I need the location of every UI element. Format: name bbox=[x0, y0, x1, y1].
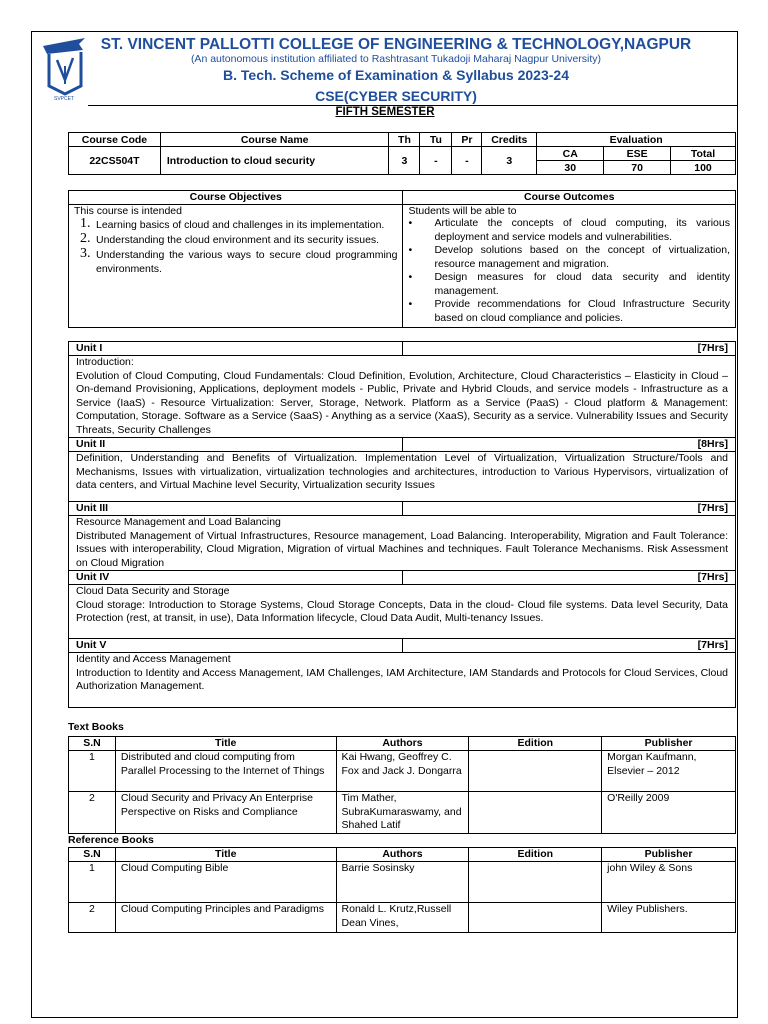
publisher-header: Publisher bbox=[602, 737, 736, 751]
edition-header: Edition bbox=[469, 737, 602, 751]
unit-content: Identity and Access Management Introduction to Identity and Access Management, IAM Challenges, IAM Architecture, IAM Standards and Protocols for Cloud Services, Cloud Authorization Management. bbox=[69, 653, 736, 708]
course-table bbox=[68, 132, 736, 175]
ca-value: 30 bbox=[537, 161, 604, 175]
objectives-intro: This course is intended bbox=[74, 205, 182, 217]
outcome-item: • Design measures for cloud data security and identity management. bbox=[408, 271, 730, 297]
course-name-header: Course Name bbox=[160, 133, 389, 147]
unit-hours: [7Hrs] bbox=[403, 342, 736, 356]
evaluation-header: Evaluation bbox=[537, 133, 736, 147]
tu-value: - bbox=[420, 147, 452, 175]
book-publisher: Morgan Kaufmann, Elsevier – 2012 bbox=[602, 751, 736, 792]
book-edition bbox=[469, 751, 602, 792]
objectives-cell bbox=[69, 205, 403, 328]
sn-header: S.N bbox=[69, 848, 116, 862]
book-sn: 1 bbox=[69, 862, 116, 903]
sn-header: S.N bbox=[69, 737, 116, 751]
tu-header: Tu bbox=[420, 133, 452, 147]
unit-hours: [7Hrs] bbox=[403, 571, 736, 585]
objectives-title: Course Objectives bbox=[69, 191, 403, 205]
semester-title: FIFTH SEMESTER bbox=[335, 106, 435, 118]
book-authors: Barrie Sosinsky bbox=[336, 862, 469, 903]
outcome-item: • Provide recommendations for Cloud Infrastructure Security based on cloud compliance and policies. bbox=[408, 298, 730, 324]
book-publisher: Wiley Publishers. bbox=[602, 903, 736, 933]
edition-header: Edition bbox=[469, 848, 602, 862]
objective-item: 3. Understanding the various ways to secure cloud programming environments. bbox=[80, 246, 398, 275]
book-edition bbox=[469, 862, 602, 903]
title-header: Title bbox=[115, 848, 336, 862]
total-header: Total bbox=[671, 147, 736, 161]
unit-hours: [7Hrs] bbox=[403, 639, 736, 653]
outcome-item: • Articulate the concepts of cloud computing, its various deployment and service models and vulnerabilities. bbox=[408, 217, 730, 243]
table-row bbox=[69, 862, 736, 903]
book-publisher: john Wiley & Sons bbox=[602, 862, 736, 903]
unit-label: Unit III bbox=[69, 502, 403, 516]
credits-header: Credits bbox=[482, 133, 537, 147]
unit-content: Resource Management and Load Balancing Distributed Management of Virtual Infrastructures, Resource management, Load Balancing. Interoperability, Migration and Fault Tolerance: Issues with interoperability, Cloud Migration, Migration of virtual Machines and techniques. Fault Tolerance Mechanisms. Risk Assessment on Cloud Migration bbox=[69, 516, 736, 571]
book-sn: 2 bbox=[69, 792, 116, 834]
affiliation: (An autonomous institution affiliated to Rashtrasant Tukadoji Maharaj Nagpur University) bbox=[190, 53, 602, 65]
unit-label: Unit V bbox=[69, 639, 403, 653]
total-value: 100 bbox=[671, 161, 736, 175]
authors-header: Authors bbox=[336, 848, 469, 862]
pr-header: Pr bbox=[452, 133, 482, 147]
publisher-header: Publisher bbox=[602, 848, 736, 862]
course-code: 22CS504T bbox=[69, 147, 161, 175]
book-title: Distributed and cloud computing from Parallel Processing to the Internet of Things bbox=[115, 751, 336, 792]
course-name: Introduction to cloud security bbox=[160, 147, 389, 175]
unit-label: Unit I bbox=[69, 342, 403, 356]
book-sn: 2 bbox=[69, 903, 116, 933]
book-authors: Kai Hwang, Geoffrey C. Fox and Jack J. Dongarra bbox=[336, 751, 469, 792]
outcomes-list bbox=[408, 217, 730, 325]
table-row bbox=[69, 751, 736, 792]
course-code-header: Course Code bbox=[69, 133, 161, 147]
unit-content: Cloud Data Security and Storage Cloud storage: Introduction to Storage Systems, Cloud Storage Concepts, Data in the cloud- Cloud file systems. Data level Security, Data Protection (rest, at transit, in use), Data Information lifecycle, Cloud Data Audit, Multi-tenancy Issues. bbox=[69, 585, 736, 639]
ese-header: ESE bbox=[604, 147, 671, 161]
unit-label: Unit II bbox=[69, 438, 403, 452]
table-row bbox=[69, 792, 736, 834]
college-logo bbox=[39, 36, 89, 102]
book-sn: 1 bbox=[69, 751, 116, 792]
ese-value: 70 bbox=[604, 161, 671, 175]
objective-item: 1. Learning basics of cloud and challenges in its implementation. bbox=[80, 216, 385, 231]
book-authors: Ronald L. Krutz,Russell Dean Vines, bbox=[336, 903, 469, 933]
th-value: 3 bbox=[389, 147, 420, 175]
authors-header: Authors bbox=[336, 737, 469, 751]
book-edition bbox=[469, 903, 602, 933]
table-row bbox=[69, 903, 736, 933]
svg-text:SVPCET: SVPCET bbox=[53, 96, 75, 102]
book-title: Cloud Security and Privacy An Enterprise Perspective on Risks and Compliance bbox=[115, 792, 336, 834]
outcomes-title: Course Outcomes bbox=[403, 191, 736, 205]
title-header: Title bbox=[115, 737, 336, 751]
credits-value: 3 bbox=[482, 147, 537, 175]
scheme-title: B. Tech. Scheme of Examination & Syllabus 2023-24 bbox=[223, 67, 569, 83]
unit-hours: [8Hrs] bbox=[403, 438, 736, 452]
book-title: Cloud Computing Bible bbox=[115, 862, 336, 903]
unit-content: Introduction: Evolution of Cloud Computing, Cloud Fundamentals: Cloud Definition, Evolution, Architecture, Cloud Characteristics – Elasticity in Cloud – On-demand Provisioning, Applications, deployment models - Public, Private and Hybrid Clouds, and service models - Infrastructure as a Service (IaaS) - Resource Virtualization: Server, Storage, Network. Platform as a Service (PaaS) - Cloud platform & Management: Computation, Storage. Software as a Service (SaaS) - Anything as a service (XaaS), Security as a service. Vulnerability Issues and Security Threats, Security Challenges bbox=[69, 356, 736, 438]
book-title: Cloud Computing Principles and Paradigms bbox=[115, 903, 336, 933]
unit-label: Unit IV bbox=[69, 571, 403, 585]
outcomes-cell bbox=[403, 205, 736, 328]
th-header: Th bbox=[389, 133, 420, 147]
units-table bbox=[68, 341, 736, 708]
ca-header: CA bbox=[537, 147, 604, 161]
objective-item: 2. Understanding the cloud environment and its security issues. bbox=[80, 231, 380, 246]
book-authors: Tim Mather, SubraKumaraswamy, and Shahed Latif bbox=[336, 792, 469, 834]
text-books-table bbox=[68, 736, 736, 834]
reference-books-label: Reference Books bbox=[68, 834, 154, 846]
branch-title: CSE(CYBER SECURITY) bbox=[315, 88, 477, 104]
text-books-label: Text Books bbox=[68, 721, 124, 733]
unit-content: Definition, Understanding and Benefits of Virtualization. Implementation Level of Virtualization, Virtualization Structure/Tools and Mechanisms, Issues with virtualization, virtualization technologies and architectures, introduction to Various Hypervisors, virtualization of data centers, and Virtual Machine level Security, Virtualization security Issues bbox=[69, 452, 736, 502]
reference-books-table bbox=[68, 847, 736, 933]
unit-hours: [7Hrs] bbox=[403, 502, 736, 516]
college-name: ST. VINCENT PALLOTTI COLLEGE OF ENGINEERING & TECHNOLOGY,NAGPUR bbox=[100, 36, 692, 53]
outcomes-intro: Students will be able to bbox=[408, 205, 517, 217]
outcome-item: • Develop solutions based on the concept of virtualization, resource management and migration. bbox=[408, 244, 730, 270]
objectives-list bbox=[74, 217, 397, 276]
book-publisher: O'Reilly 2009 bbox=[602, 792, 736, 834]
book-edition bbox=[469, 792, 602, 834]
objectives-outcomes-table bbox=[68, 190, 736, 328]
pr-value: - bbox=[452, 147, 482, 175]
